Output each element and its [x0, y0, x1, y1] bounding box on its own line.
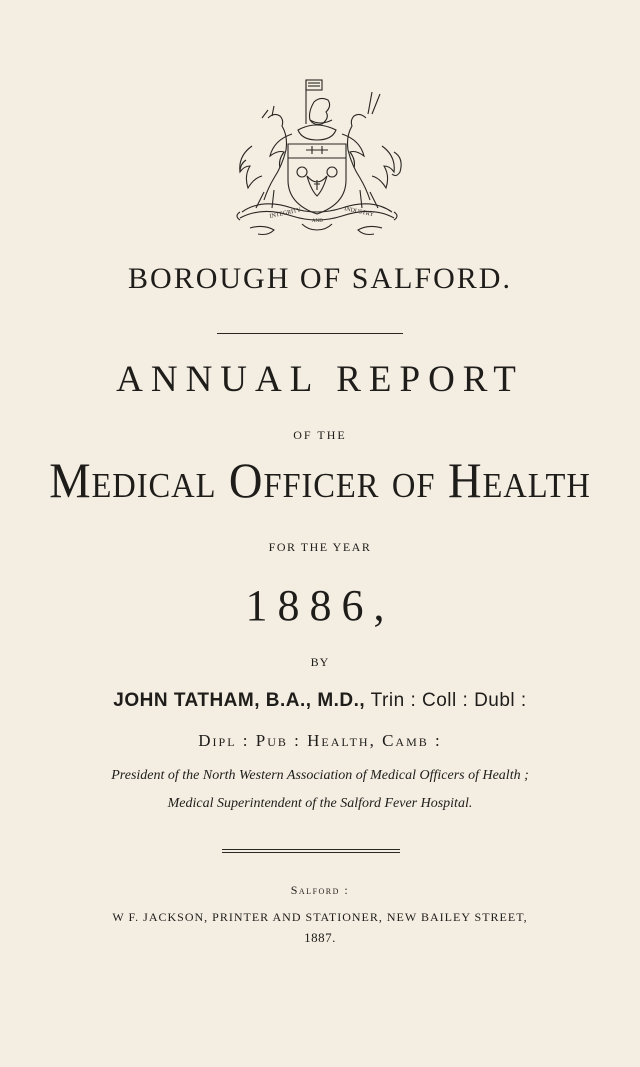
- author-name: JOHN TATHAM, B.A., M.D.,: [113, 690, 366, 711]
- superintendent-line: Medical Superintendent of the Salford Fever Hospital.: [167, 796, 473, 811]
- author-line: [0, 690, 640, 712]
- imprint-printer: W F. JACKSON, PRINTER AND STATIONER, NEW BAILEY STREET,: [112, 910, 528, 924]
- imprint-year: 1887.: [304, 930, 336, 945]
- divider-rule: [217, 333, 403, 334]
- motto-center: AND: [312, 219, 323, 224]
- motto-right: INDUSTRY: [343, 206, 375, 219]
- coat-of-arms-crest: [222, 72, 412, 242]
- double-rule-bottom: [222, 852, 400, 853]
- author-degree: Trin : Coll : Dubl :: [365, 690, 527, 711]
- borough-heading: BOROUGH OF SALFORD.: [128, 262, 512, 295]
- of-the-text: OF THE: [293, 428, 347, 442]
- for-the-year-text: FOR THE YEAR: [268, 540, 372, 554]
- double-rule-top: [222, 849, 400, 850]
- office-title: Medical Officer of Health: [49, 452, 591, 508]
- diploma-line: Dipl : Pub : Health, Camb :: [198, 731, 442, 750]
- by-text: BY: [310, 655, 330, 669]
- president-line: President of the North Western Association of Medical Officers of Health ;: [111, 768, 529, 783]
- annual-report-heading: ANNUAL REPORT: [116, 359, 524, 400]
- motto-left: INTEGRITY: [269, 207, 302, 220]
- report-year: 1886,: [245, 581, 395, 630]
- imprint-place: Salford :: [290, 883, 350, 897]
